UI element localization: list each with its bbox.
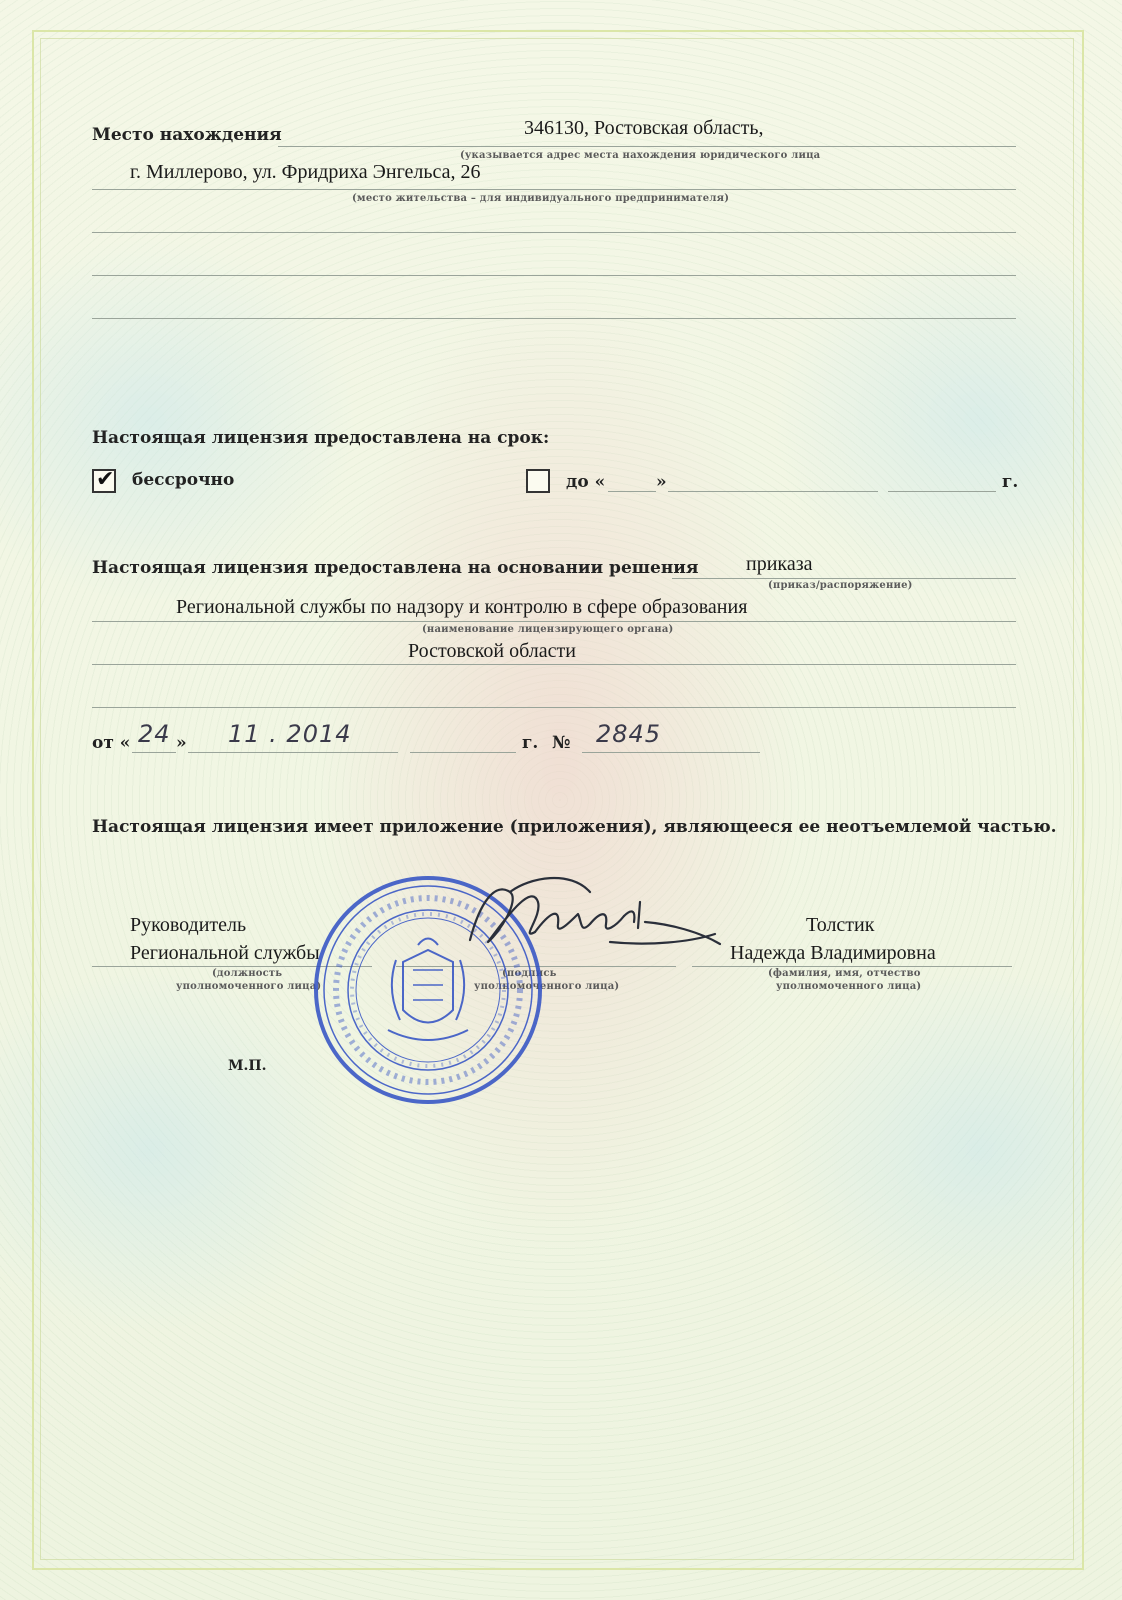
name-hint-2: уполномоченного лица)	[776, 981, 922, 992]
order-from-prefix: от «	[92, 733, 131, 753]
attachment-note: Настоящая лицензия имеет приложение (приложения), являющееся ее неотъемлемой частью.	[92, 817, 1057, 837]
handwritten-signature	[440, 862, 720, 972]
until-year-line	[888, 491, 996, 492]
location-value-2: г. Миллерово, ул. Фридриха Энгельса, 26	[130, 161, 481, 183]
authority-line-3	[92, 707, 1016, 708]
order-year-suffix: г.	[522, 733, 539, 753]
location-hint-2: (место жительства – для индивидуального предпринимателя)	[352, 193, 730, 204]
position-line-2: Региональной службы	[130, 942, 320, 964]
term-heading: Настоящая лицензия предоставлена на срок:	[92, 428, 550, 448]
name-line-2: Надежда Владимировна	[730, 942, 936, 964]
position-line-1: Руководитель	[130, 914, 247, 936]
name-line-1: Толстик	[806, 914, 875, 936]
until-year-suffix: г.	[1002, 472, 1019, 492]
stamp-place-label: М.П.	[228, 1058, 267, 1074]
order-day-line	[132, 752, 176, 753]
decision-type-hint: (приказ/распоряжение)	[768, 580, 913, 591]
location-value-1: 346130, Ростовская область,	[524, 117, 764, 139]
order-month-line	[188, 752, 398, 753]
check-mark-icon: ✔	[96, 467, 115, 492]
order-number-line	[582, 752, 760, 753]
authority-value-1: Региональной службы по надзору и контролю в сфере образования	[176, 596, 748, 618]
order-year-line	[410, 752, 516, 753]
decision-type-value: приказа	[746, 553, 813, 575]
document-inner-border	[40, 38, 1074, 1560]
until-quote-close: »	[656, 472, 667, 492]
checkbox-until-date[interactable]	[526, 469, 550, 493]
location-line-3	[92, 232, 1016, 233]
signature-hint-2: уполномоченного лица)	[474, 981, 620, 992]
location-line-5	[92, 318, 1016, 319]
position-hint-1: (должность	[212, 968, 283, 979]
location-line-4	[92, 275, 1016, 276]
position-hint-2: уполномоченного лица)	[176, 981, 322, 992]
name-hint-1: (фамилия, имя, отчество	[768, 968, 921, 979]
until-day-line	[608, 491, 656, 492]
signature-hint-1: (подпись	[502, 968, 557, 979]
order-number-label: №	[552, 733, 571, 753]
authority-value-2: Ростовской области	[408, 640, 576, 662]
until-month-line	[668, 491, 878, 492]
authority-line-1	[92, 621, 1016, 622]
order-number-value: 2845	[596, 720, 662, 748]
decision-type-line	[672, 578, 1016, 579]
authority-hint: (наименование лицензирующего органа)	[422, 624, 674, 635]
option-indefinite-label: бессрочно	[132, 470, 235, 490]
order-day-value: 24	[138, 720, 171, 748]
name-underline	[692, 966, 1012, 967]
order-month-year-value: 11 . 2014	[228, 720, 352, 748]
location-label: Место нахождения	[92, 125, 282, 145]
location-line-1	[278, 146, 1016, 147]
until-prefix: до «	[566, 472, 606, 492]
document-border	[32, 30, 1084, 1570]
authority-line-2	[92, 664, 1016, 665]
basis-heading: Настоящая лицензия предоставлена на основании решения	[92, 558, 699, 578]
location-line-2	[92, 189, 1016, 190]
order-quote-close: »	[176, 733, 187, 753]
checkbox-indefinite[interactable]	[92, 469, 116, 493]
location-hint-1: (указывается адрес места нахождения юридического лица	[460, 150, 821, 161]
